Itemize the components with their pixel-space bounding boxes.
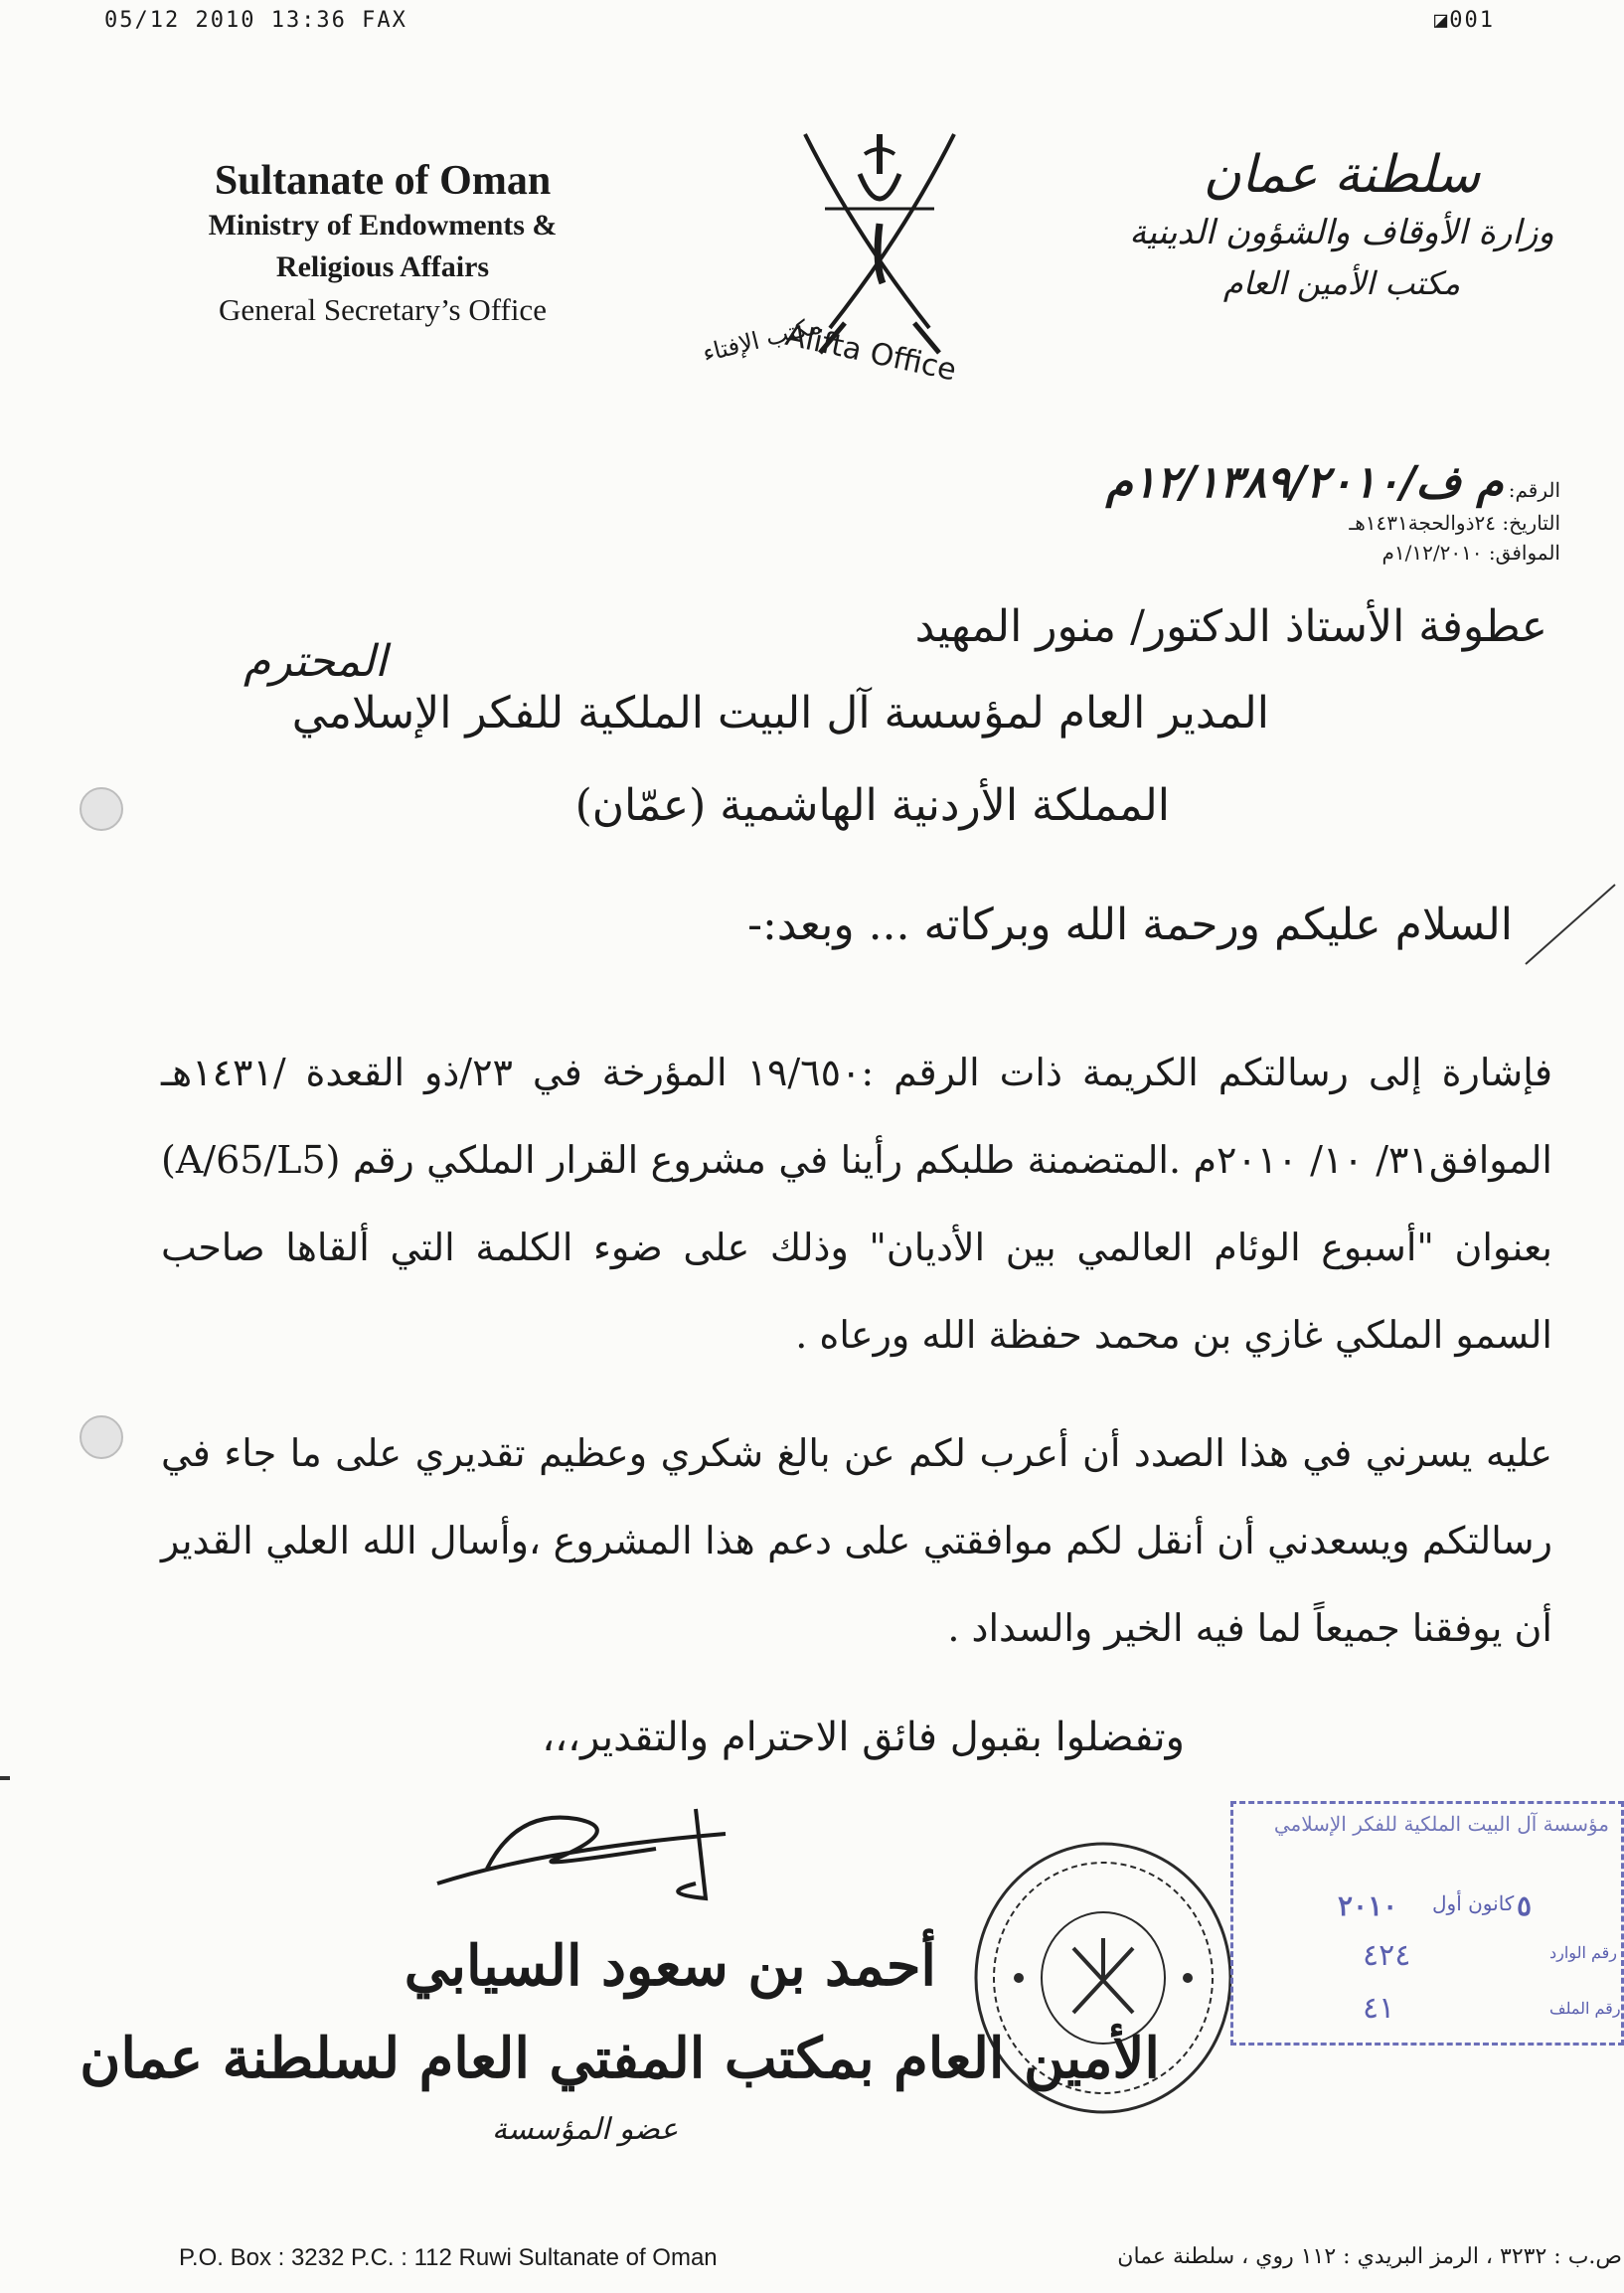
recipient-country: المملكة الأردنية الهاشمية (عمّان) bbox=[574, 780, 1170, 831]
reference-block bbox=[1106, 457, 1560, 568]
reference-number-row bbox=[1106, 457, 1560, 508]
received-stamp bbox=[1230, 1801, 1624, 2046]
stamp-year: ٢٠١٠ bbox=[1338, 1889, 1398, 1922]
stamp-month: كانون أول bbox=[1432, 1891, 1515, 1915]
letterhead-ministry: Ministry of Endowments & bbox=[208, 209, 558, 242]
reference-corresponding: ١/١٢/٢٠١٠م bbox=[1381, 541, 1483, 565]
reference-date-row bbox=[1106, 508, 1560, 538]
oman-emblem-icon bbox=[700, 114, 994, 412]
letterhead-title: Sultanate of Oman bbox=[214, 158, 552, 204]
reference-corresponding-row bbox=[1106, 538, 1560, 568]
letterhead-ministry-2: Religious Affairs bbox=[275, 250, 490, 283]
letterhead-arabic bbox=[1123, 144, 1560, 307]
stamp-file-number: ٤١ bbox=[1363, 1991, 1395, 2026]
signatory-note: عضو المؤسسة bbox=[492, 2112, 679, 2147]
signatory-title: الأمين العام بمكتب المفتي العام لسلطنة عمان bbox=[80, 2026, 1160, 2091]
punch-hole bbox=[80, 1415, 123, 1459]
fax-timestamp: 05/12 2010 13:36 FAX bbox=[104, 8, 407, 33]
signatory-name: أحمد بن سعود السيابي bbox=[404, 1933, 936, 1999]
letterhead-office: General Secretary’s Office bbox=[219, 292, 547, 327]
stamp-ref-number: ٤٢٤ bbox=[1363, 1938, 1411, 1973]
margin-mark-icon bbox=[1521, 875, 1620, 974]
greeting: السلام عليكم ورحمة الله وبركاته ... وبعد:- bbox=[747, 900, 1513, 950]
recipient-position: المدير العام لمؤسسة آل البيت الملكية للفكر الإسلامي bbox=[291, 688, 1269, 738]
stamp-ref-label: رقم الوارد bbox=[1549, 1943, 1617, 1962]
recipient-honorific: المحترم bbox=[244, 636, 388, 687]
fax-page-number: ◪001 bbox=[1434, 8, 1495, 33]
stamp-file-label: رقم الملف bbox=[1549, 1999, 1621, 2018]
footer-address-english: P.O. Box : 3232 P.C. : 112 Ruwi Sultanate of Oman bbox=[179, 2244, 718, 2271]
emblem-english-text: Alifta Office bbox=[782, 317, 960, 389]
reference-date-label: التاريخ: bbox=[1502, 511, 1560, 535]
punch-hole bbox=[80, 787, 123, 831]
body-paragraph-2: عليه يسرني في هذا الصدد أن أعرب لكم عن بالغ شكري وعظيم تقديري على ما جاء في رسالتكم ويسعدني أن أنقل لكم موافقتي على دعم هذا المشروع ،وأسال الله العلي القدير أن يوفقنا جميعاً لما فيه الخير والسداد . bbox=[161, 1431, 1552, 1650]
stamp-day: ٥ bbox=[1517, 1889, 1533, 1922]
reference-number-label: الرقم: bbox=[1508, 478, 1560, 502]
reference-date: ٢٤ذوالحجة١٤٣١هـ bbox=[1349, 511, 1496, 535]
letterhead-english bbox=[149, 157, 616, 332]
edge-mark bbox=[0, 1776, 10, 1780]
reference-number: م ف/١٢/١٣٨٩/٢٠١٠م bbox=[1105, 457, 1504, 508]
recipient-name: عطوفة الأستاذ الدكتور/ منور المهيد bbox=[914, 601, 1547, 652]
letterhead-arabic-ministry: وزارة الأوقاف والشؤون الدينية bbox=[1129, 213, 1554, 252]
stamp-header: مؤسسة آل البيت الملكية للفكر الإسلامي bbox=[1273, 1812, 1609, 1836]
reference-corresponding-label: الموافق: bbox=[1488, 541, 1560, 565]
closing-line: وتفضلوا بقبول فائق الاحترام والتقدير،،، bbox=[542, 1715, 1185, 1760]
letterhead-arabic-title: سلطنة عمان bbox=[1203, 145, 1481, 205]
emblem-arabic-text: مكتب الإفتاء bbox=[700, 311, 825, 368]
letterhead-arabic-office: مكتب الأمين العام bbox=[1222, 264, 1461, 302]
body-paragraph-1: فإشارة إلى رسالتكم الكريمة ذات الرقم :١٩/٦٥٠ المؤرخة في ٢٣/ذو القعدة /١٤٣١هـ الموافق٣١/ ١٠/ ٢٠١٠م .المتضمنة طلبكم رأينا في مشروع القرار الملكي رقم (A/65/L5) بعنوان "أسبوع الوئام العالمي بين الأديان" وذلك على ضوء الكلمة التي ألقاها صاحب السمو الملكي غازي بن محمد حفظة الله ورعاه . bbox=[161, 1051, 1552, 1357]
handwritten-signature bbox=[427, 1789, 745, 1908]
footer-address-arabic: ص.ب : ٣٢٣٢ ، الرمز البريدي : ١١٢ روي ، سلطنة عمان bbox=[1117, 2244, 1622, 2269]
